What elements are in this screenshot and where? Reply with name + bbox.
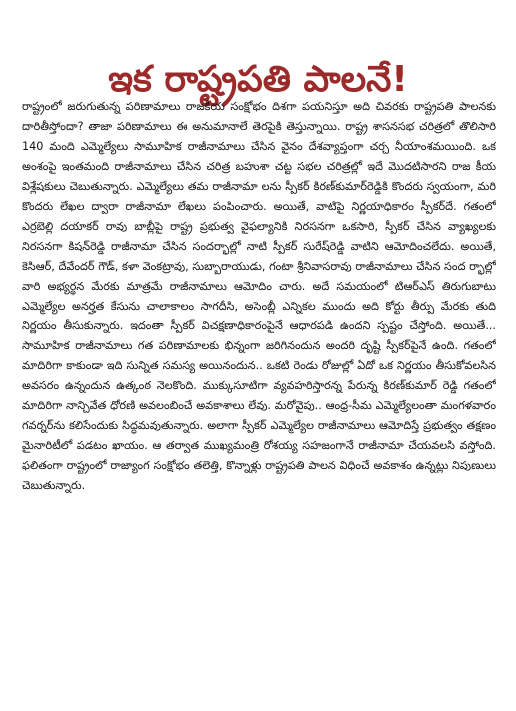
headline: ఇక రాష్ట్రపతి పాలనే! bbox=[108, 59, 408, 101]
article-body: రాష్ట్రంలో జరుగుతున్న పరిణామాలు రాజకీయ సంక్షోభం దిశగా పయనిస్తూ అది చివరకు రాష్ట్రపతి పాలనకు దారితీస్తోందా? తాజా పరిణామాలు ఈ అనుమానాలే తెరపైకి తెస్తున్నాయి. రాష్ట్ర శాసనసభ చరిత్రలో తొలిసారి 140 మంది ఎమ్మెల్యేలు సామూహిక రాజీనామాలు చేసిన వైనం దేశవ్యాప్తంగా చర్చ నీయాంశమయింది. ఒక అంశంపై ఇంతమంది రాజీనామాలు చేసిన చరిత్ర బహుశా చట్ట సభల చరిత్రల్లో ఇదే మొదటిసారని రాజ కీయ విశ్లేషకులు చెబుతున్నారు. ఎమ్మెల్యేలు తమ రాజీనామా లను స్పీకర్ కిరణ్‌కుమార్‌రెడ్డికి కొందరు స్వయంగా, మరి కొందరు లేఖల ద్వారా రాజీనామా లేఖలు పంపించారు. అయితే, వాటిపై నిర్ణయాధికారం స్పీకర్‌దే. గతంలో ఎర్రబెల్లి దయాకర్ రావు బాబ్లీపై రాష్ట్ర ప్రభుత్వ వైఫల్యానికి నిరసనగా ఒకసారి, స్పీకర్ చేసిన వ్యాఖ్యలకు నిరసనగా కిషన్‌రెడ్డి రాజీనామా చేసిన సందర్భాల్లో నాటి స్పీకర్ సురేష్‌రెడ్డి వాటిని ఆమోదించలేదు. అయితే, కెసిఆర్, దేవేందర్ గౌడ్, కళా వెంకట్రావు, సుబ్బారాయుడు, గంటా శ్రీనివాసరావు రాజీనామాలు చేసిన సంద ర్భాల్లో వారి అభ్యర్థన మేరకు మాత్రమే రాజీనామాలు ఆమోదిం చారు. అదే సమయంలో టిఆర్‌ఎస్ తిరుగుబాటు ఎమ్మెల్యేల అనర్హత కేసును చాలాకాలం సాగదీసి, అసెంబ్లీ ఎన్నికల ముందు అది కోర్టు తీర్పు మేరకు తుది నిర్ణయం తీసుకున్నారు. ఇదంతా స్పీకర్ విచక్షణాధికారంపైనే ఆధారపడి ఉందని స్పష్టం చేస్తోంది. అయితే... సామూహిక రాజీనామాలు గత పరిణామాలకు భిన్నంగా జరిగినందున అందరి దృష్టి స్పీకర్‌పైనే ఉంది. గతంలో మాదిరిగా కాకుండా ఇది సున్నిత సమస్య అయినందున.. ఒకటి రెండు రోజుల్లో ఏదో ఒక నిర్ణయం తీసుకోవలసిన అవసరం ఉన్నందున ఉత్కంఠ నెలకొంది. ముక్కుసూటిగా వ్యవహరిస్తారన్న పేరున్న కిరణ్‌కుమార్ రెడ్డి గతంలో మాదిరిగా నాన్చివేత ధోరణి అవలంబించే అవకాశాలు లేవు. మరోవైపు.. ఆంధ్ర-సీమ ఎమ్మెల్యేలంతా మంగళవారం గవర్నర్‌ను కలిసేందుకు సిద్ధమవుతున్నారు. అలాగా స్పీకర్ ఎమ్మెల్యేల రాజీనామాలు ఆమోదిస్తే ప్రభుత్వం తక్షణం మైనారిటీలో పడటం ఖాయం. ఆ తర్వాత ముఖ్యమంత్రి రోశయ్య సహజంగానే రాజీనామా చేయవలసి వస్తోంది. ఫలితంగా రాష్ట్రంలో రాజ్యాంగ సంక్షోభం తలెత్తి, కొన్నాళ్లు రాష్ట్రపతి పాలన విధించే అవకాశం ఉన్నట్లు నిపుణులు చెబుతున్నారు. bbox=[22, 100, 496, 493]
